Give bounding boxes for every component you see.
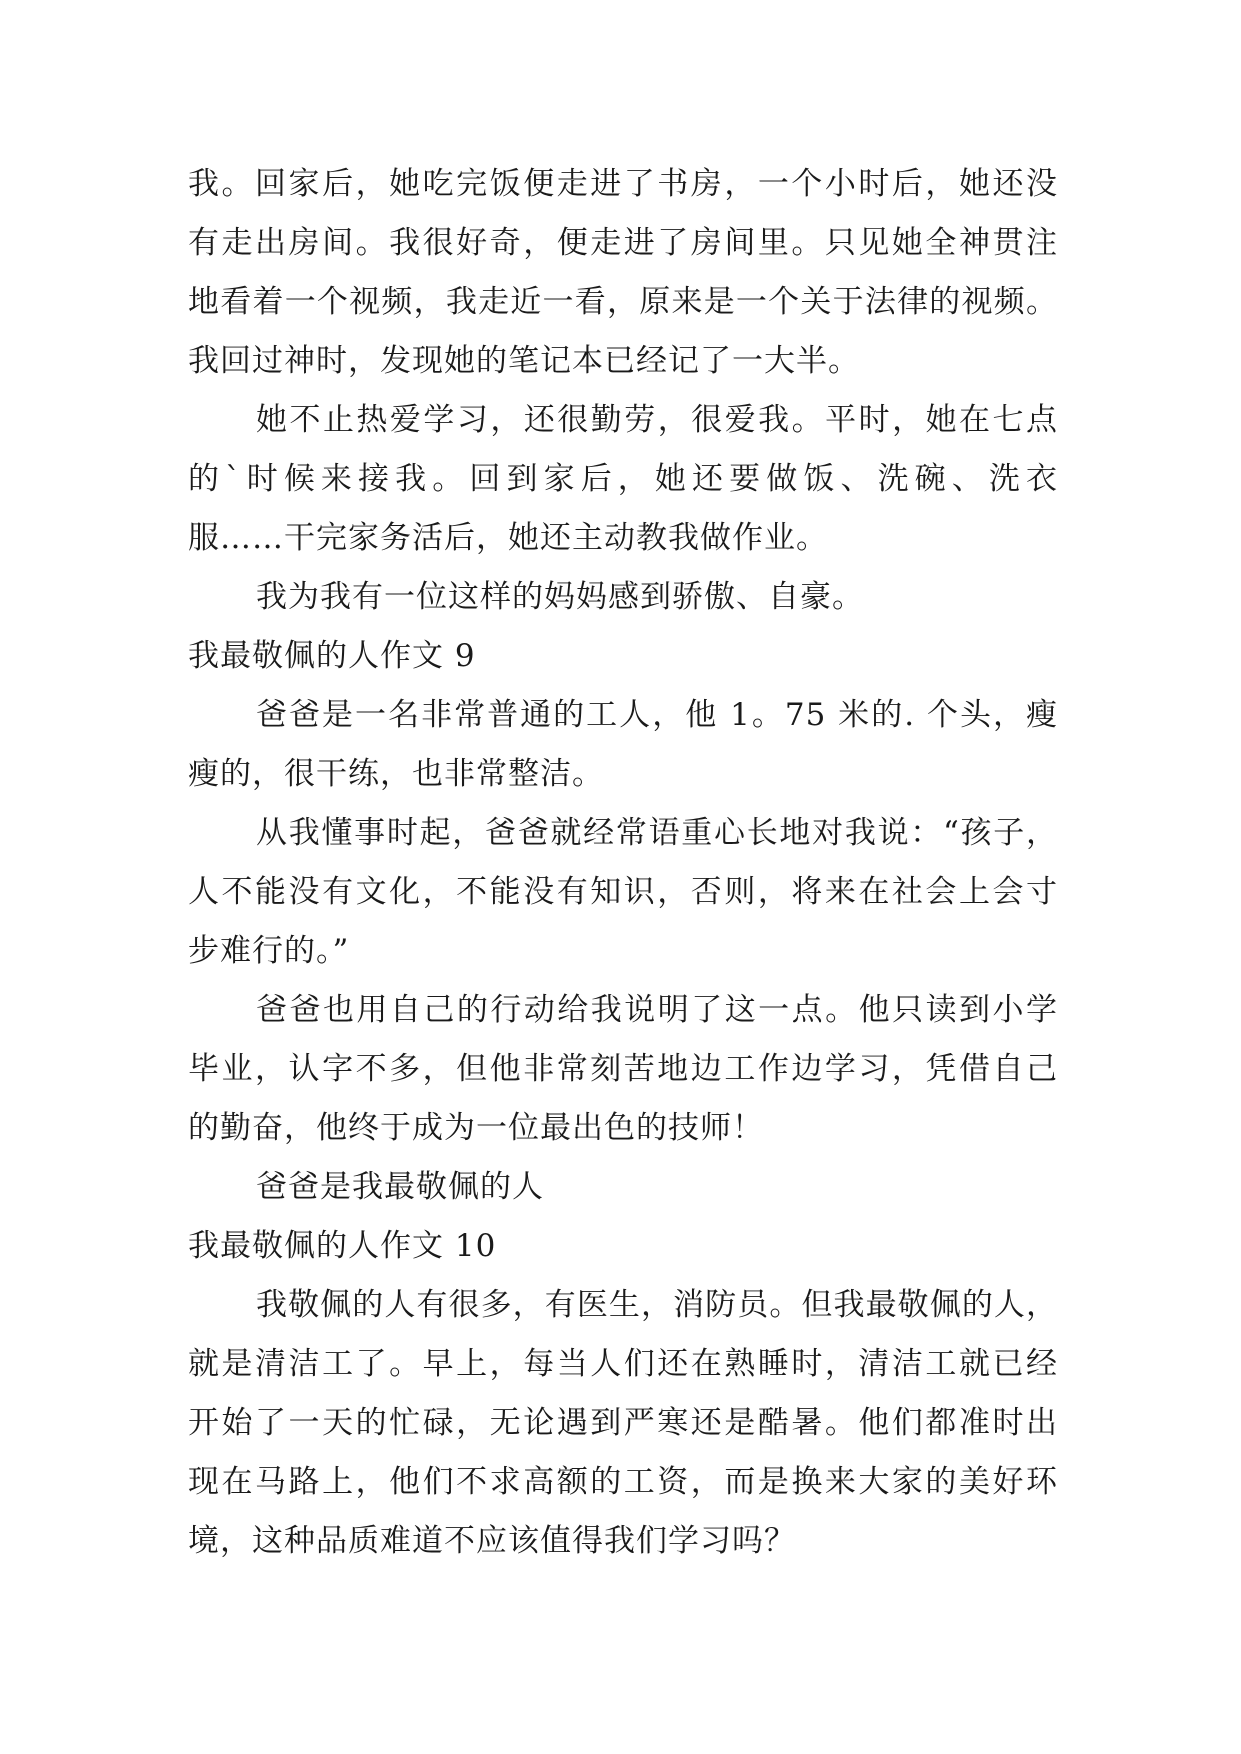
paragraph-line: 爸爸是我最敬佩的人 — [256, 1169, 544, 1205]
paragraph-line: 她不止热爱学习，还很勤劳，很爱我。平时，她在七点 — [256, 402, 1058, 438]
paragraph-line: 就是清洁工了。早上，每当人们还在熟睡时，清洁工就已经 — [188, 1346, 1058, 1382]
paragraph-line: 的勤奋，他终于成为一位最出色的技师！ — [188, 1110, 764, 1146]
paragraph-line: 有走出房间。我很好奇，便走进了房间里。只见她全神贯注 — [188, 225, 1058, 261]
paragraph-line: 我。回家后，她吃完饭便走进了书房，一个小时后，她还没 — [188, 166, 1058, 202]
paragraph-line: 毕业，认字不多，但他非常刻苦地边工作边学习，凭借自己 — [188, 1051, 1058, 1087]
paragraph-line: 服……干完家务活后，她还主动教我做作业。 — [188, 520, 828, 556]
section-heading-9: 我最敬佩的人作文 9 — [188, 638, 476, 674]
paragraph-line: 的`时候来接我。回到家后，她还要做饭、洗碗、洗衣 — [188, 461, 1058, 497]
document-body — [188, 155, 1058, 1571]
paragraph-line: 境，这种品质难道不应该值得我们学习吗？ — [188, 1523, 796, 1559]
paragraph-line: 我敬佩的人有很多，有医生，消防员。但我最敬佩的人， — [256, 1287, 1058, 1323]
paragraph-line: 我回过神时，发现她的笔记本已经记了一大半。 — [188, 343, 860, 379]
paragraph-line: 瘦的，很干练，也非常整洁。 — [188, 756, 604, 792]
paragraph-line: 步难行的。” — [188, 933, 350, 969]
paragraph-line: 人不能没有文化，不能没有知识，否则，将来在社会上会寸 — [188, 874, 1058, 910]
paragraph-line: 地看着一个视频，我走近一看，原来是一个关于法律的视频。 — [188, 284, 1058, 320]
paragraph-line: 我为我有一位这样的妈妈感到骄傲、自豪。 — [256, 579, 864, 615]
paragraph-line: 从我懂事时起，爸爸就经常语重心长地对我说：“孩子， — [256, 815, 1058, 851]
paragraph-line: 爸爸也用自己的行动给我说明了这一点。他只读到小学 — [256, 992, 1058, 1028]
paragraph-line: 爸爸是一名非常普通的工人，他 1。75 米的. 个头，瘦 — [256, 697, 1058, 733]
paragraph-line: 现在马路上，他们不求高额的工资，而是换来大家的美好环 — [188, 1464, 1058, 1500]
paragraph-line: 开始了一天的忙碌，无论遇到严寒还是酷暑。他们都准时出 — [188, 1405, 1058, 1441]
section-heading-10: 我最敬佩的人作文 10 — [188, 1228, 497, 1264]
